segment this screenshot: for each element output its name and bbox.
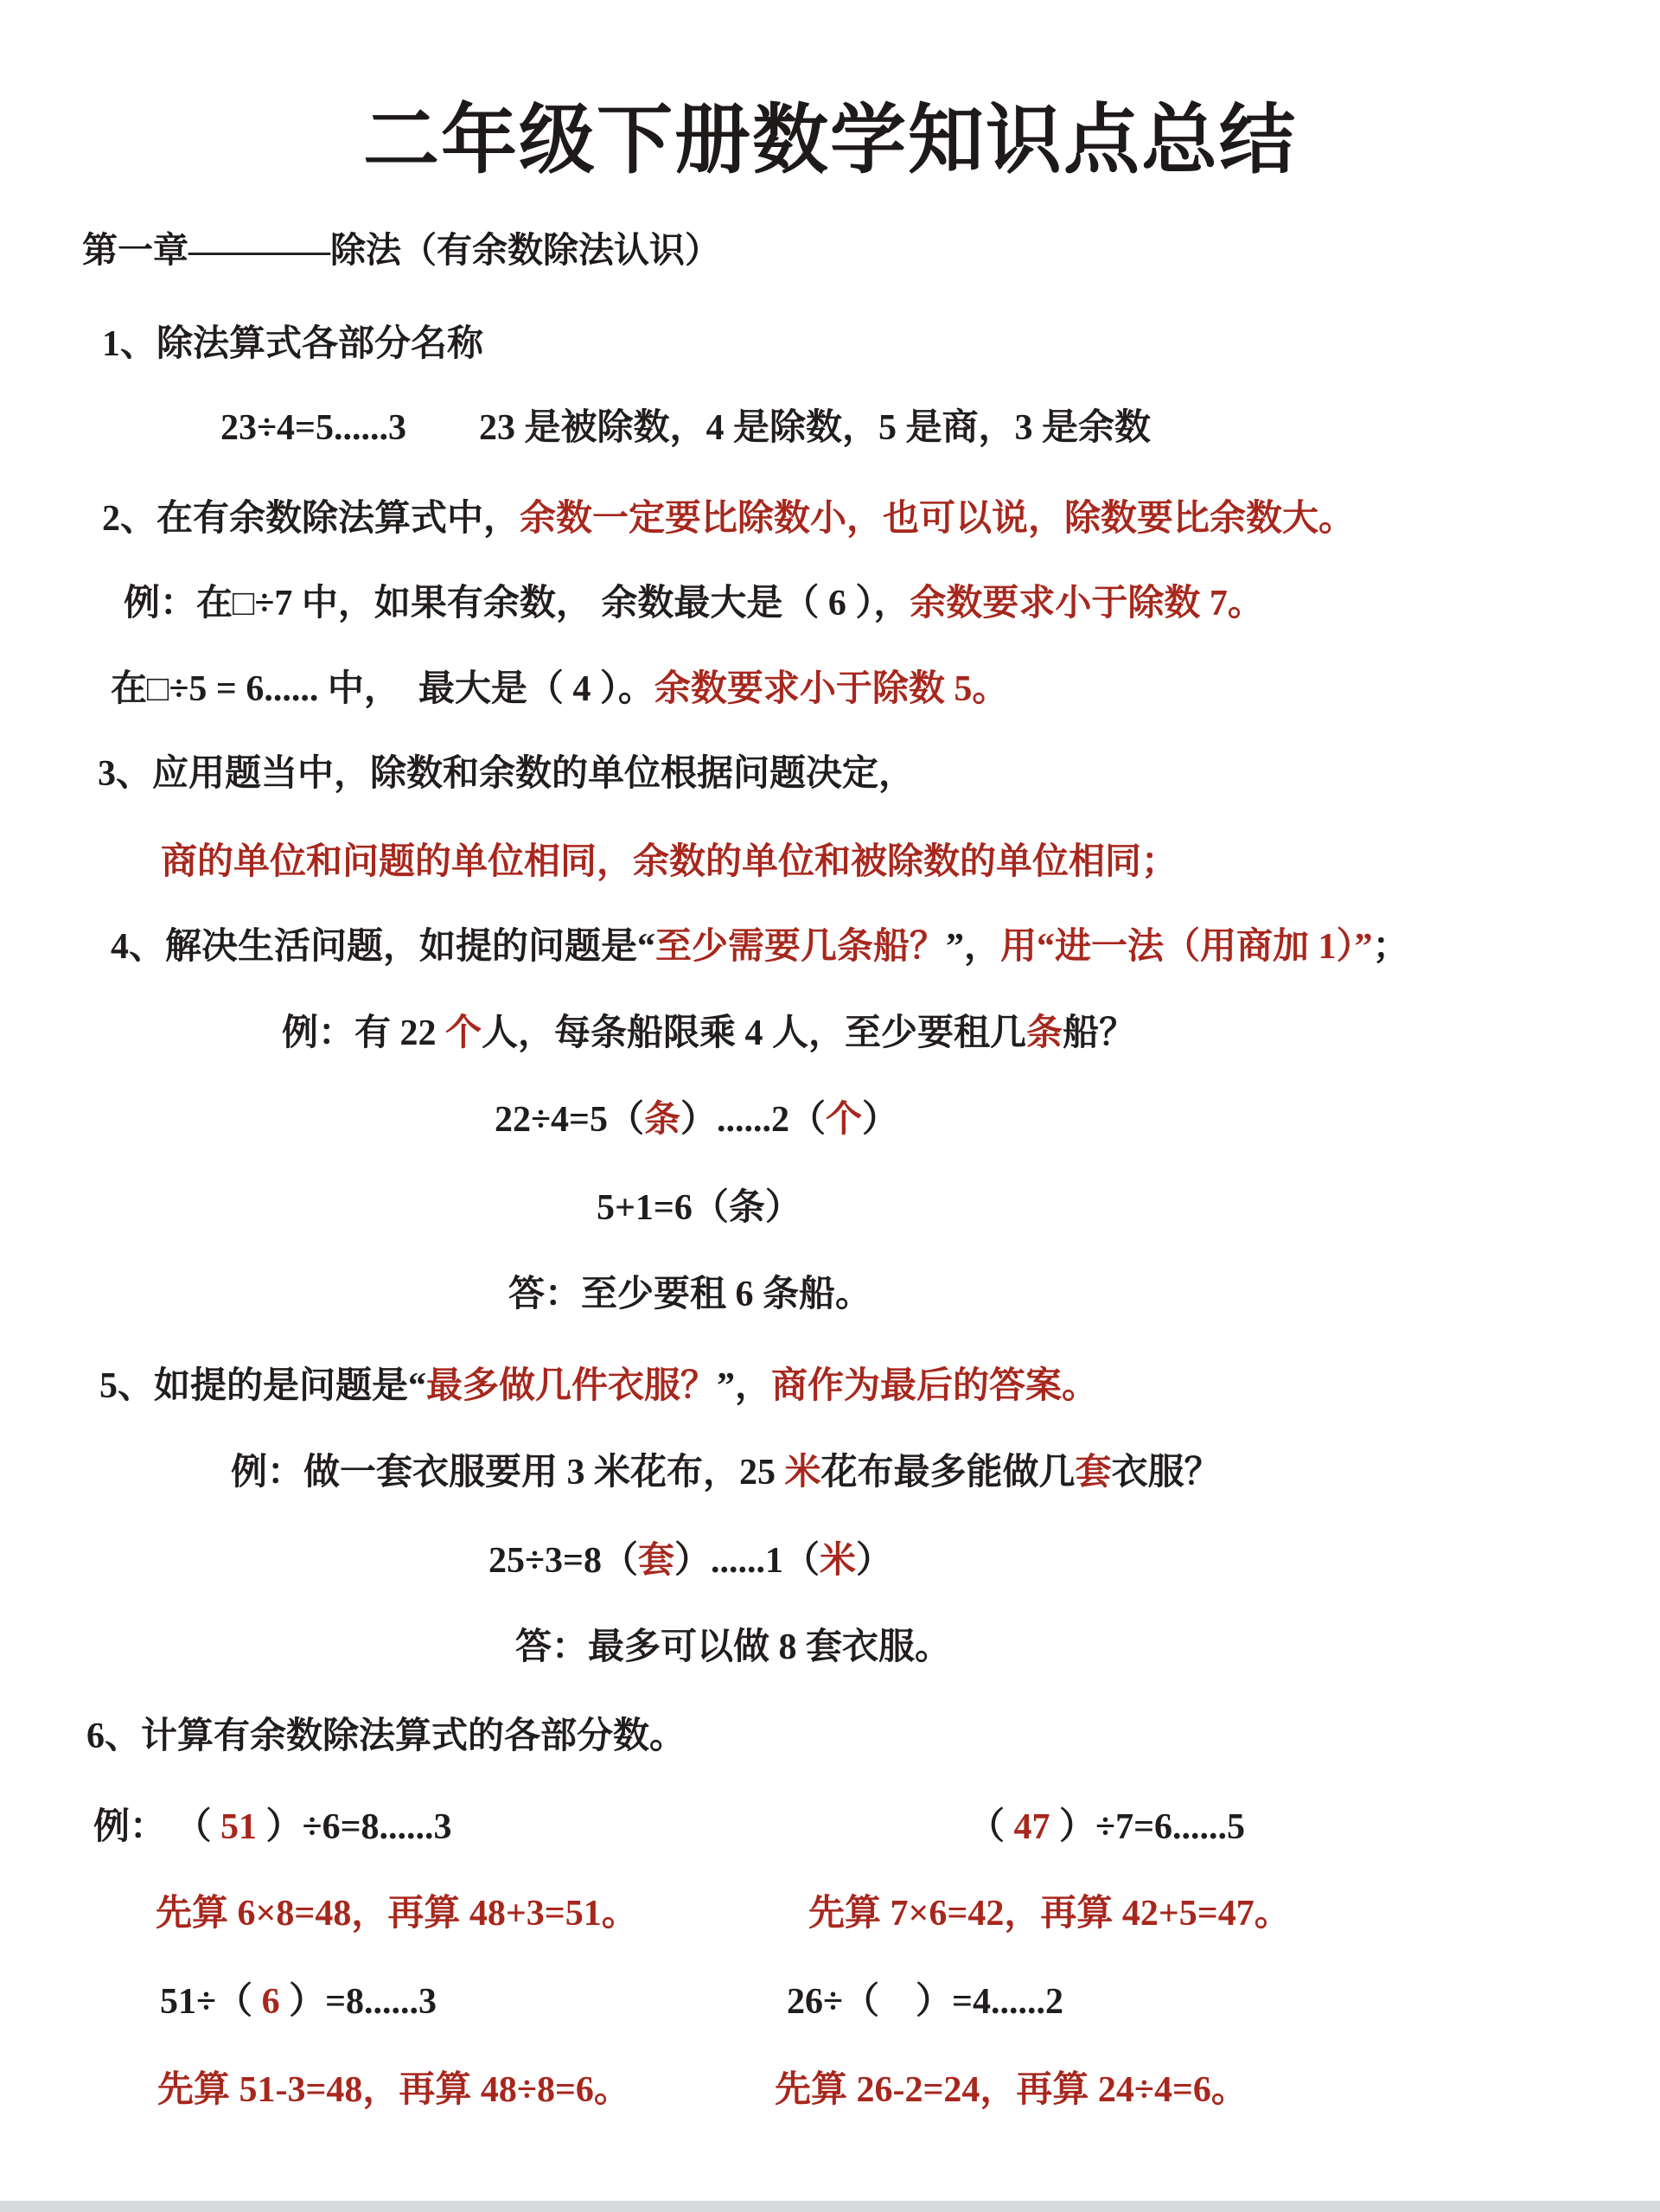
text-line — [808, 1892, 1291, 1935]
text-line — [597, 1186, 801, 1230]
text-line — [157, 2068, 630, 2112]
text-segment: 米 — [784, 1453, 821, 1493]
text-segment: ”， — [717, 1366, 772, 1406]
text-segment: ”， — [946, 927, 1001, 967]
text-line — [495, 1098, 898, 1141]
text-segment: 先算 7×6=42，再算 42+5=47。 — [808, 1894, 1291, 1934]
text-segment: 答：至少要租 6 条船。 — [508, 1275, 872, 1314]
text-line — [111, 925, 1409, 969]
text-segment: 商作为最后的答案。 — [771, 1366, 1099, 1406]
text-line — [282, 1012, 1135, 1055]
text-line — [775, 2068, 1248, 2112]
text-segment: 23÷4=5......3 23 是被除数，4 是除数，5 是商，3 是余数 — [220, 408, 1151, 448]
text-segment: ）÷7=6......5 — [1050, 1807, 1245, 1847]
text-line — [99, 1365, 1098, 1408]
text-segment: 花布最多能做几 — [820, 1453, 1076, 1493]
text-line — [508, 1273, 872, 1316]
text-segment: 26÷（ ）=4......2 — [787, 1982, 1063, 2022]
text-segment: （ — [968, 1807, 1014, 1847]
text-line — [111, 668, 1008, 711]
text-line — [102, 323, 483, 366]
text-segment: 至少需要几条船？ — [655, 927, 947, 967]
text-segment: 用“进一法（用商加 1）” — [1000, 927, 1373, 967]
text-line — [515, 1626, 951, 1669]
text-segment: 余数一定要比除数小，也可以说，除数要比余数大。 — [520, 499, 1356, 539]
text-segment: 22÷4=5（ — [495, 1100, 644, 1140]
text-segment: 5+1=6（条） — [597, 1188, 801, 1228]
text-segment: 在□÷5 = 6...... 中， 最大是（ 4 ）。 — [111, 669, 654, 709]
text-segment: 最多做几件衣服？ — [426, 1366, 718, 1406]
text-segment: ）=8......3 — [279, 1982, 437, 2022]
text-segment: 米 — [820, 1541, 857, 1581]
text-segment: 1、除法算式各部分名称 — [102, 324, 484, 364]
text-segment: 条 — [643, 1100, 680, 1140]
text-segment: 例： （ — [93, 1807, 221, 1847]
text-line — [161, 841, 1178, 884]
text-line — [124, 582, 1264, 625]
text-segment: 47 — [1013, 1807, 1050, 1847]
page-title: 二年级下册数学知识点总结 — [362, 99, 1297, 183]
text-segment: 商的单位和问题的单位相同，余数的单位和被除数的单位相同； — [161, 842, 1178, 882]
text-segment: 4、解决生活问题，如提的问题是“ — [111, 927, 656, 967]
text-segment: 先算 51-3=48，再算 48÷8=6。 — [157, 2070, 630, 2110]
text-line — [231, 1451, 1221, 1494]
text-segment: 衣服？ — [1111, 1453, 1221, 1493]
chapter-heading: 第一章————除法（有余数除法认识） — [82, 230, 720, 270]
text-line — [156, 1892, 638, 1935]
text-segment: 51 — [220, 1807, 258, 1847]
text-segment: 个 — [445, 1013, 482, 1053]
text-segment: ）÷6=8......3 — [257, 1807, 452, 1847]
text-line — [86, 1715, 686, 1758]
text-segment: 人，每条船限乘 4 人，至少要租几 — [482, 1013, 1027, 1053]
text-segment: 套 — [637, 1541, 674, 1581]
text-segment: 25÷3=8（ — [488, 1541, 638, 1581]
text-segment: 6 — [261, 1982, 280, 2022]
text-line — [102, 497, 1355, 540]
text-segment: 套 — [1075, 1453, 1112, 1493]
text-segment: 余数要求小于除数 7。 — [910, 584, 1264, 623]
text-segment: 例：在□÷7 中，如果有余数， 余数最大是（ 6 ）， — [124, 584, 910, 623]
text-segment: 先算 26-2=24，再算 24÷4=6。 — [775, 2070, 1248, 2110]
text-line — [787, 1980, 1063, 2023]
text-line — [160, 1980, 437, 2023]
text-segment: 例：做一套衣服要用 3 米花布，25 — [231, 1453, 785, 1493]
text-segment: 个 — [826, 1100, 863, 1140]
text-segment: 5、如提的是问题是“ — [99, 1366, 427, 1406]
text-line — [220, 406, 1151, 450]
text-segment: ） — [862, 1100, 899, 1140]
text-segment: 6、计算有余数除法算式的各部分数。 — [86, 1717, 686, 1756]
text-line — [968, 1806, 1245, 1849]
text-segment: ）......2（ — [680, 1100, 827, 1140]
text-segment: 2、在有余数除法算式中， — [102, 499, 520, 539]
text-segment: ； — [1372, 927, 1409, 967]
text-line — [93, 1806, 452, 1849]
text-segment: 3、应用题当中，除数和余数的单位根据问题决定， — [98, 754, 916, 794]
text-segment: 例：有 22 — [282, 1013, 446, 1053]
scan-footer-strip — [0, 2201, 1660, 2212]
text-line — [488, 1539, 892, 1582]
text-segment: ）......1（ — [674, 1541, 820, 1581]
text-segment: 先算 6×8=48，再算 48+3=51。 — [156, 1894, 638, 1934]
text-segment: 船？ — [1063, 1013, 1136, 1053]
text-segment: ） — [856, 1541, 893, 1581]
text-segment: 余数要求小于除数 5。 — [654, 669, 1009, 709]
text-segment: 条 — [1026, 1013, 1063, 1053]
text-line — [98, 752, 915, 796]
text-segment: 51÷（ — [160, 1982, 262, 2022]
text-segment: 答：最多可以做 8 套衣服。 — [515, 1627, 952, 1667]
